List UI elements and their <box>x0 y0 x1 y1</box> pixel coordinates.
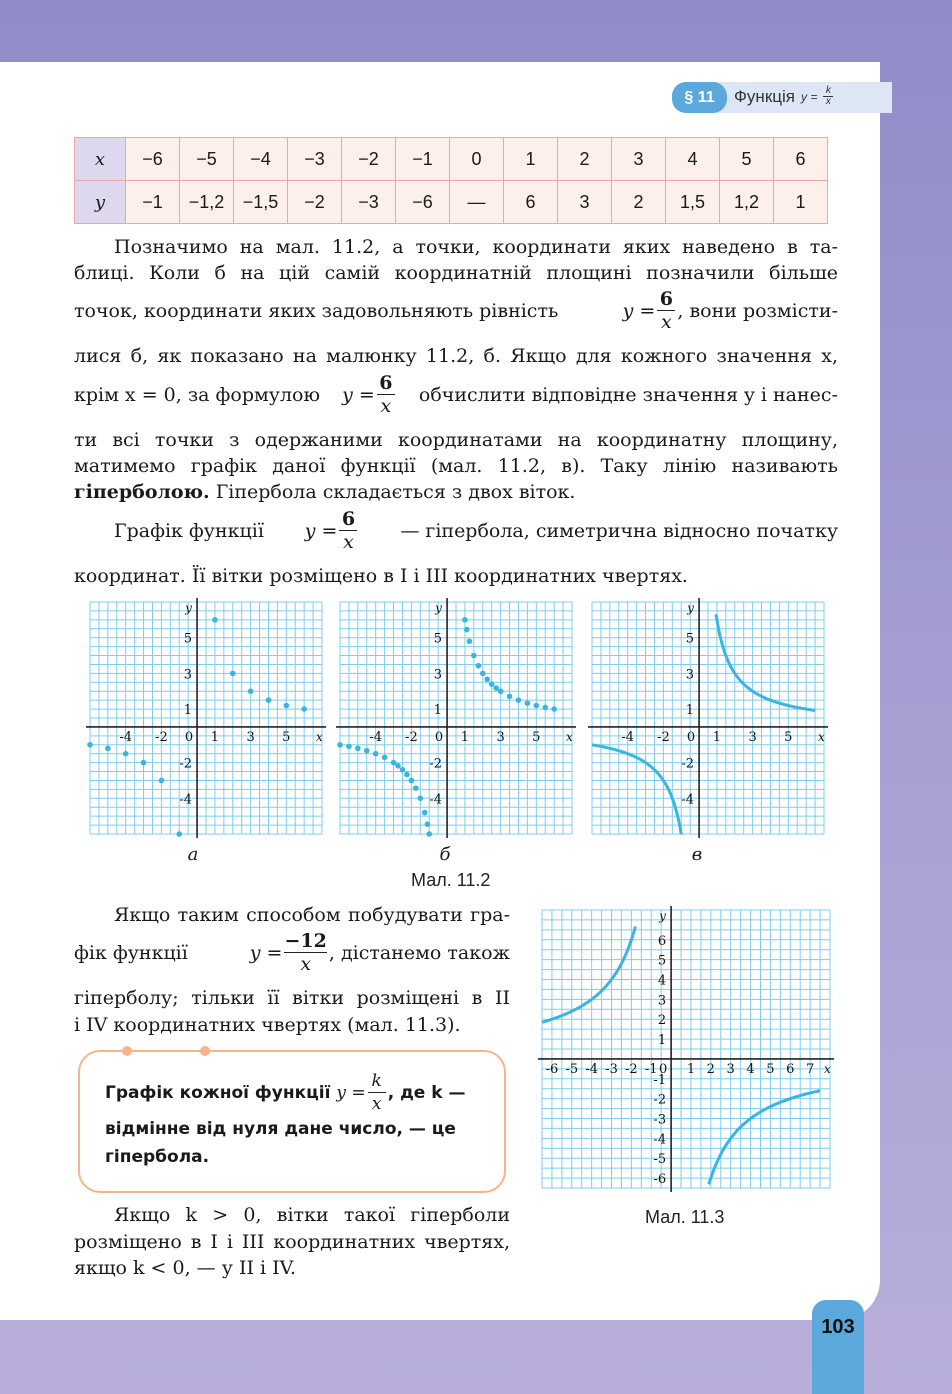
x-tick-label: 0 <box>686 729 696 745</box>
y-tick-label: 2 <box>657 1013 667 1029</box>
data-point <box>462 617 468 623</box>
y-tick-label: -2 <box>179 756 193 772</box>
x-row-label: x <box>75 138 126 181</box>
para3-line2a: фік функції <box>74 941 188 964</box>
y-cell: −1,5 <box>234 181 288 224</box>
data-point <box>413 785 419 791</box>
y-tick-label: 1 <box>685 703 695 719</box>
para1-line8 <box>74 479 838 505</box>
x-tick-label: 3 <box>726 1061 735 1077</box>
x-tick-label: -5 <box>565 1061 579 1077</box>
chart-11-2-v <box>588 598 828 838</box>
x-axis-label: x <box>316 729 323 744</box>
x-tick-label: -2 <box>405 729 418 745</box>
data-point <box>301 706 307 712</box>
data-point <box>404 772 410 778</box>
para1-line5b: обчислити відповідне значення y і нанес- <box>418 383 838 406</box>
x-cell: −5 <box>180 138 234 181</box>
formula-6x-a <box>623 288 838 333</box>
data-point <box>507 694 513 700</box>
y-cell: 3 <box>558 181 612 224</box>
section-title <box>734 86 833 107</box>
x-tick-label: -4 <box>621 729 635 745</box>
para3-line1: Якщо таким способом побудувати гра- <box>114 904 510 926</box>
para1-line5a: крім x = 0, за формулою <box>74 383 321 406</box>
x-tick-label: 5 <box>532 729 541 745</box>
data-point <box>409 778 415 784</box>
rule-line1 <box>105 1070 490 1115</box>
x-tick-label: 0 <box>184 729 194 745</box>
fraction <box>368 1070 386 1115</box>
data-point <box>464 627 470 633</box>
y-tick-label: 5 <box>183 631 193 647</box>
rule-line3: гіпербола. <box>105 1147 210 1167</box>
x-tick-label: -6 <box>545 1061 559 1077</box>
y-cell: 1,5 <box>666 181 720 224</box>
fraction-num: 6 <box>379 372 393 394</box>
y-tick-label: -2 <box>681 756 695 772</box>
y-cell: −3 <box>342 181 396 224</box>
panel-label-b: б <box>439 844 451 865</box>
term-hyperbola: гіперболою. <box>74 481 210 503</box>
x-tick-label: 5 <box>766 1061 775 1077</box>
para1-line7: матимемо графік даної функції (мал. 11.2, в). Таку лінію називають <box>74 455 838 477</box>
para1-line8b: Гіпербола складається з двох віток. <box>209 481 576 503</box>
data-point <box>373 751 379 757</box>
title-formula-num: k <box>825 85 831 96</box>
y-tick-label: -2 <box>429 756 443 772</box>
rule-decor-dot <box>200 1046 210 1056</box>
values-table <box>74 137 828 224</box>
y-tick-label: 5 <box>657 953 667 969</box>
y-tick-label: -2 <box>653 1092 667 1108</box>
y-cell: −6 <box>396 181 450 224</box>
x-tick-label: -3 <box>605 1061 618 1077</box>
data-point <box>248 688 254 694</box>
y-tick-label: -3 <box>653 1112 667 1128</box>
x-axis-label: x <box>818 729 825 744</box>
y-tick-label: 3 <box>685 667 695 683</box>
y-tick-label: -1 <box>653 1072 667 1088</box>
x-cell: 4 <box>666 138 720 181</box>
y-tick-label: -6 <box>653 1172 667 1188</box>
y-tick-label: 1 <box>183 703 193 719</box>
x-tick-label: 0 <box>434 729 444 745</box>
y-tick-label: 1 <box>657 1033 667 1049</box>
data-point <box>489 681 495 687</box>
data-point <box>364 748 370 754</box>
y-tick-label: 1 <box>433 703 443 719</box>
x-tick-label: 3 <box>496 729 505 745</box>
rule-line1a: Графік кожної функції <box>105 1082 331 1103</box>
data-point <box>542 705 548 711</box>
formula-lhs: y = <box>249 941 283 964</box>
title-formula-lhs: y = <box>800 89 818 104</box>
x-tick-label: -2 <box>155 729 168 745</box>
rule-line2: відмінне від нуля дане число, — це <box>105 1119 456 1139</box>
data-point <box>230 671 236 677</box>
data-point <box>480 671 486 677</box>
data-point <box>141 760 147 766</box>
x-tick-label: 5 <box>784 729 793 745</box>
x-cell: 2 <box>558 138 612 181</box>
para3-line2b: , дістанемо також <box>328 941 510 964</box>
x-tick-label: 1 <box>210 729 220 745</box>
y-tick-label: -4 <box>429 792 443 808</box>
fraction-num: −12 <box>284 930 327 952</box>
x-row <box>75 138 828 181</box>
x-cell: 0 <box>450 138 504 181</box>
para1-line3 <box>74 288 838 333</box>
data-point <box>355 746 361 752</box>
para2-line1b: — гіпербола, симетрична відносно початку <box>400 519 838 542</box>
formula-m12x <box>250 930 510 975</box>
y-tick-label: 3 <box>183 667 193 683</box>
fraction <box>339 508 357 553</box>
x-cell: −4 <box>234 138 288 181</box>
para2-line2: координат. Її вітки розміщено в I і III координатних чвертях. <box>74 565 688 587</box>
x-tick-label: 3 <box>748 729 757 745</box>
x-tick-label: 3 <box>246 729 255 745</box>
y-tick-label: 5 <box>685 631 695 647</box>
fraction-den: x <box>380 395 392 417</box>
hyperbola-branch-2 <box>709 1091 820 1185</box>
y-row-label: y <box>75 181 126 224</box>
para2-line1a: Графік функції <box>114 519 264 542</box>
x-cell: 3 <box>612 138 666 181</box>
data-point <box>382 755 388 761</box>
data-point <box>346 744 352 750</box>
data-point <box>123 751 129 757</box>
formula-lhs: y = <box>304 519 338 542</box>
y-cell: 2 <box>612 181 666 224</box>
x-tick-label: 2 <box>706 1061 715 1077</box>
formula-lhs: y = <box>336 1082 366 1103</box>
fraction-num: k <box>371 1071 382 1091</box>
x-tick-label: -1 <box>644 1061 658 1077</box>
x-tick-label: 1 <box>686 1061 696 1077</box>
x-tick-label: -4 <box>119 729 133 745</box>
data-point <box>551 706 557 712</box>
y-tick-label: -4 <box>681 792 695 808</box>
para3-line4: і IV координатних чвертях (мал. 11.3). <box>74 1014 461 1036</box>
para1-line6: ти всі точки з одержаними координатами на координатну площину, <box>74 429 838 451</box>
data-point <box>476 663 482 669</box>
data-point <box>105 746 111 752</box>
data-point <box>525 700 531 706</box>
x-tick-label: 4 <box>746 1061 755 1077</box>
x-cell: 6 <box>774 138 828 181</box>
y-cell: — <box>450 181 504 224</box>
data-point <box>426 831 432 837</box>
y-tick-label: -5 <box>653 1152 667 1168</box>
para1-line5 <box>74 372 838 417</box>
figure-11-3-caption: Мал. 11.3 <box>645 1207 725 1227</box>
data-point <box>516 697 522 703</box>
x-tick-label: 0 <box>658 1061 668 1077</box>
rule-text <box>105 1070 490 1171</box>
fraction <box>377 372 395 417</box>
x-cell: 1 <box>504 138 558 181</box>
y-tick-label: -4 <box>653 1132 667 1148</box>
data-point <box>422 810 428 816</box>
data-point <box>395 763 401 769</box>
y-cell: −2 <box>288 181 342 224</box>
data-point <box>284 703 290 709</box>
fraction <box>284 930 326 975</box>
data-point <box>212 617 218 623</box>
title-formula-fraction <box>823 86 833 107</box>
y-axis-label: y <box>687 601 694 615</box>
data-point <box>400 767 406 773</box>
x-cell: −1 <box>396 138 450 181</box>
x-tick-label: -4 <box>585 1061 598 1077</box>
title-formula-den: x <box>825 96 831 107</box>
para1-line1: Позначимо на мал. 11.2, а точки, координати яких наведено в та- <box>114 236 838 258</box>
y-tick-label: 5 <box>433 631 443 647</box>
x-tick-label: -4 <box>369 729 383 745</box>
x-tick-label: -2 <box>625 1061 638 1077</box>
y-tick-label: 4 <box>657 973 667 989</box>
fraction-num: 6 <box>659 288 673 310</box>
rule-formula <box>336 1070 387 1115</box>
section-number-badge: § 11 <box>672 82 727 113</box>
x-cell: −6 <box>126 138 180 181</box>
x-tick-label: 6 <box>786 1061 795 1077</box>
y-axis-label: y <box>435 601 442 615</box>
x-cell: −3 <box>288 138 342 181</box>
x-tick-label: 1 <box>460 729 470 745</box>
formula-6x-b <box>342 372 397 417</box>
data-point <box>471 653 477 659</box>
para3-line3: гіперболу; тільки її вітки розміщені в II <box>74 987 510 1009</box>
para4-line1: Якщо k > 0, вітки такої гіперболи <box>114 1204 510 1226</box>
section-title-text: Функція <box>734 86 795 106</box>
formula-6x-c <box>305 508 360 553</box>
panel-label-a: а <box>187 844 199 865</box>
data-point <box>418 796 424 802</box>
para2-line1 <box>114 508 838 553</box>
fraction-den: x <box>661 311 672 333</box>
x-tick-label: 5 <box>282 729 291 745</box>
page-number: 103 <box>812 1300 864 1394</box>
formula-lhs: y = <box>622 299 656 322</box>
x-axis-label: x <box>824 1061 831 1076</box>
y-tick-label: 3 <box>433 667 443 683</box>
figure-11-2-caption: Мал. 11.2 <box>411 870 491 890</box>
rule-line1b: , де k — <box>387 1082 466 1103</box>
para1-line3b: , вони розмісти- <box>677 299 838 322</box>
data-point <box>467 638 473 644</box>
data-point <box>425 821 431 827</box>
data-point <box>266 697 272 703</box>
fraction-den: x <box>300 953 312 975</box>
panel-label-v: в <box>691 844 703 865</box>
fraction <box>657 288 675 333</box>
y-axis-label: y <box>185 601 192 615</box>
y-tick-label: 3 <box>657 993 667 1009</box>
fraction-num: 6 <box>341 508 356 530</box>
chart-11-3 <box>538 906 834 1192</box>
y-cell: −1,2 <box>180 181 234 224</box>
x-tick-label: -2 <box>657 729 670 745</box>
y-cell: −1 <box>126 181 180 224</box>
fraction-den: x <box>371 1094 382 1114</box>
data-point <box>159 778 165 784</box>
x-cell: −2 <box>342 138 396 181</box>
y-tick-label: -4 <box>179 792 193 808</box>
data-point <box>87 742 93 748</box>
data-point <box>337 742 343 748</box>
chart-11-2-b <box>336 598 576 838</box>
data-point <box>498 688 504 694</box>
y-cell: 1,2 <box>720 181 774 224</box>
x-tick-label: 1 <box>712 729 722 745</box>
y-tick-label: 6 <box>657 933 667 949</box>
chart-11-2-a <box>86 598 326 838</box>
data-point <box>484 676 490 682</box>
y-cell: 6 <box>504 181 558 224</box>
para1-line3a: точок, координати яких задовольняють рівність <box>74 299 559 322</box>
para1-line4: лися б, як показано на малюнку 11.2, б. Якщо для кожного значення x, <box>74 345 838 367</box>
para4-line2: розміщено в I і III координатних чвертях, <box>74 1231 510 1253</box>
y-axis-label: y <box>659 909 666 923</box>
y-cell: 1 <box>774 181 828 224</box>
para1-line2: блиці. Коли б на цій самій координатній площині позначили більше <box>74 262 838 284</box>
data-point <box>176 831 182 837</box>
para3-line2 <box>74 930 510 975</box>
x-cell: 5 <box>720 138 774 181</box>
fraction-den: x <box>343 531 354 553</box>
y-row <box>75 181 828 224</box>
x-tick-label: 7 <box>805 1061 815 1077</box>
para4-line3: якщо k < 0, — у II і IV. <box>74 1257 297 1279</box>
x-axis-label: x <box>566 729 573 744</box>
rule-decor-dot <box>122 1046 132 1056</box>
data-point <box>534 703 540 709</box>
formula-lhs: y = <box>342 383 375 406</box>
